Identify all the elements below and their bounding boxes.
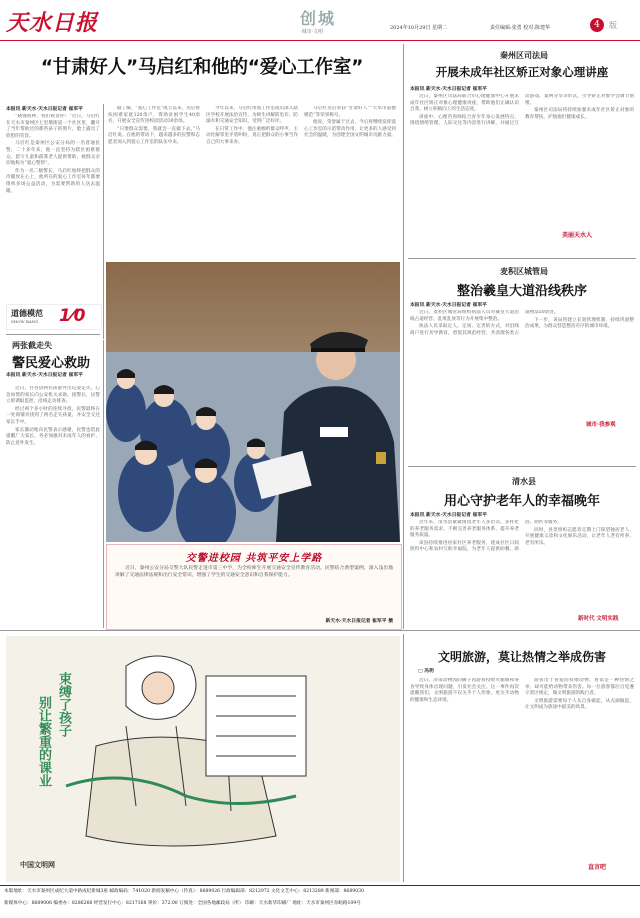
r4-body: 近日，济南动物园的狮子因游客投喂火腿肠和零食导致身体出现问题，引发社会关注。这一事件再次提醒我们，文明旅游不仅关乎个人形象，更关乎动物的健康和生态环境。 游客出于喜爱而投喂动物，看似是一种热情之举，却可能给动物带来伤害。每一位游客都应自觉遵守景区规定，做文明旅游的践行者。 文明旅游需要每个人从自身做起，从点滴做起，让文明成为旅途中最美的风景。: [410, 678, 634, 711]
police-kicker: 两张截走失: [12, 341, 52, 350]
page-suffix: 版: [609, 21, 617, 30]
police-body: 近日，甘谷县两名孩童外出玩耍走失，心急如焚的家长向公安机关求助。接警后，民警立即调取监控，沿线走访排查。 经过两个多小时的连续寻找，民警最终在一处商铺旁找到了两名走失孩童，并安全交还家长手中。 家长激动地向民警表示感谢，民警也借此提醒广大家长，务必加强对未成年人的看护，防止意外发生。: [6, 386, 100, 446]
main-headline: “甘肃好人”马启红和他的“爱心工作室”: [40, 57, 364, 78]
badge-mark-icon: 1⁄0: [59, 306, 86, 326]
date-line: 2024年10月29日 星期二: [390, 25, 448, 31]
badge-moral-model: [6, 304, 102, 330]
r4-headline: 文明旅游，莫让热情之举成伤害: [437, 650, 606, 664]
section-name: 创城: [300, 9, 337, 28]
main-col-2: 据了解，“爱心工作室”成立以来，先后帮扶困难家庭120余户，资助贫困学生40余名，开展安全宣传进校园活动30余场。 “只要群众需要，我就会一直做下去。”马启红说。在他的带动下，越来越多的民警和志愿者加入到爱心工作室的队伍中来。: [108, 106, 200, 145]
police-byline: 本报讯 新天水·天水日报记者 崔军平: [6, 372, 83, 378]
main-col-3: 今年以来，马启红带领工作室成员深入辖区学校开展法治宣传，为师生讲解防电诈、防溺水和交通安全知识，受到广泛好评。 在日常工作中，他注重倾听群众呼声，主动化解邻里矛盾纠纷，真正把群众的小事当作自己的大事来办。: [206, 106, 298, 145]
promo-credit: 中国文明网: [20, 861, 55, 869]
r1-tag: 美丽天水人: [562, 232, 593, 239]
promo-title-line2: 别让繁重的课业: [36, 696, 51, 787]
r1-kicker: 秦州区司法局: [500, 51, 548, 60]
photo-police-school: [106, 262, 400, 542]
r3-headline: 用心守护老年人的幸福晚年: [443, 494, 600, 509]
footer-line-1: 本版地址：天水市秦州区成纪大道中路成纪新城3座 邮政编码：741020 新闻发稿中心（传真）：8689026 行政编辑部：8212972 文化文艺中心：8213289 新闻部：8689030: [4, 889, 364, 894]
masthead: [0, 0, 640, 48]
r3-byline: 本报讯 新天水·天水日报记者 崔军平: [410, 512, 487, 518]
r3-body: 近年来，清水县紧紧围绕老年人多层次、多样化的养老服务需求，不断完善养老服务体系，提升养老服务质量。 该县持续推进居家社区养老服务，建成社区日间照料中心和农村互助幸福院，为老年人提供助餐、助浴、助医等服务。 同时，县里组织志愿者定期上门探望独居老人，开展健康义诊和文化娱乐活动，让老年人老有所养、老有所乐。: [410, 520, 634, 553]
r2-tag: 城市·我参观: [586, 422, 616, 428]
r2-kicker: 麦积区城管局: [500, 267, 548, 276]
r2-headline: 整治羲皇大道沿线秩序: [456, 284, 587, 299]
caption-body: 近日，秦州公安分局交警大队民警走进市第三中学，为全校师生开展交通安全宣传教育活动。民警结合典型案例，深入浅出地讲解了交通法律法规和出行安全常识，增强了学生的交通安全意识和自我保护能力。: [115, 566, 393, 578]
r3-kicker: 清水县: [512, 477, 536, 486]
main-col-1: “晓强很棒，我们祝贺你！”近日，马启红在天水市秦州区七里墩街道一个社区里，翻开了当年帮助过的那些孩子的照片，脸上露出了欣慰的笑容。 马启红是秦州区公安分局的一名普通民警，二十多年来，他一直坚持为辖区困难群众、留守儿童和孤寡老人提供帮助，被群众亲切地称为“爱心警察”。 作为一名二级警长，马启红始终把群众的冷暖放在心上，他所在的爱心工作室每年都要组织多场公益活动，为需要帮助的人送去温暖。: [6, 114, 100, 194]
page-number-badge: [590, 18, 604, 32]
r1-byline: 本报讯 新天水·天水日报记者 崔军平: [410, 86, 487, 92]
badge-sub: SHOW BANG: [11, 319, 39, 324]
badge-text: 道德模范: [11, 309, 43, 318]
section-tag: ·城市·文明: [300, 29, 324, 35]
footer-line-2: 新媒体中心：8689006 编委办：8286268 经营发行中心：8217168 零价：372.00 订阅处：全国各地邮政局（所） 印刷：天水新华印刷厂 地址：天水市秦州区赤峪路109号: [4, 901, 361, 906]
police-headline: 警民爱心救助: [12, 356, 91, 371]
promo-illustration: [6, 636, 400, 882]
promo-title-line1: 束缚了孩子: [56, 672, 71, 737]
newspaper-logo: 天水日报: [6, 11, 99, 36]
main-col-4: 马启红先后荣获“甘肃好人”“天水市道德模范”等荣誉称号。 他说，荣誉属于过去，今后将继续发挥爱心工作室的示范带动作用，让更多的人感受到社会的温暖，为创建全国文明城市贡献力量。: [304, 106, 396, 139]
r3-tag: 新时代 文明实践: [578, 616, 619, 622]
main-byline: 本报讯 新天水·天水日报记者 崔军平: [6, 106, 83, 112]
caption-credit: 新天水·天水日报记者 崔军平 摄: [325, 618, 393, 624]
r2-body: 近日，麦积区城管局组织执法人员对羲皇大道沿线占道经营、乱堆乱放等行为开展集中整治。 执法人员采取定人、定岗、定责的方式，对沿线商户进行劝导教育，督促其规范经营，共清理各类占道物品50余处。 下一步，该局将建立长效管理机制，持续巩固整治成果，为群众营造整洁有序的城市环境。: [410, 310, 634, 336]
caption-title: 交警进校园 共筑平安上学路: [185, 553, 323, 564]
photo-caption-box: [106, 544, 402, 630]
editor-line: 责任编辑:张勇 校对:陈建华: [490, 25, 550, 31]
r4-byline: □ 冯玥: [418, 668, 434, 674]
r4-tag: 直言吧: [588, 864, 607, 871]
r1-body: 近日，秦州区司法局联合市心理健康中心开展未成年社区矫正对象心理健康讲座，帮助他们正确认识自我，树立积极向上的生活态度。 讲座中，心理咨询师结合青少年身心发展特点，围绕情绪管理、人际交往等内容进行讲解，并通过互动游戏、案例分享等形式，引导矫正对象学会调节情绪。 秦州区司法局将持续加强未成年社区矫正对象的教育帮扶，护航他们健康成长。: [410, 94, 634, 127]
r1-headline: 开展未成年社区矫正对象心理讲座: [435, 65, 609, 79]
r2-byline: 本报讯 新天水·天水日报记者 崔军平: [410, 302, 487, 308]
page-number: 4: [594, 20, 600, 30]
